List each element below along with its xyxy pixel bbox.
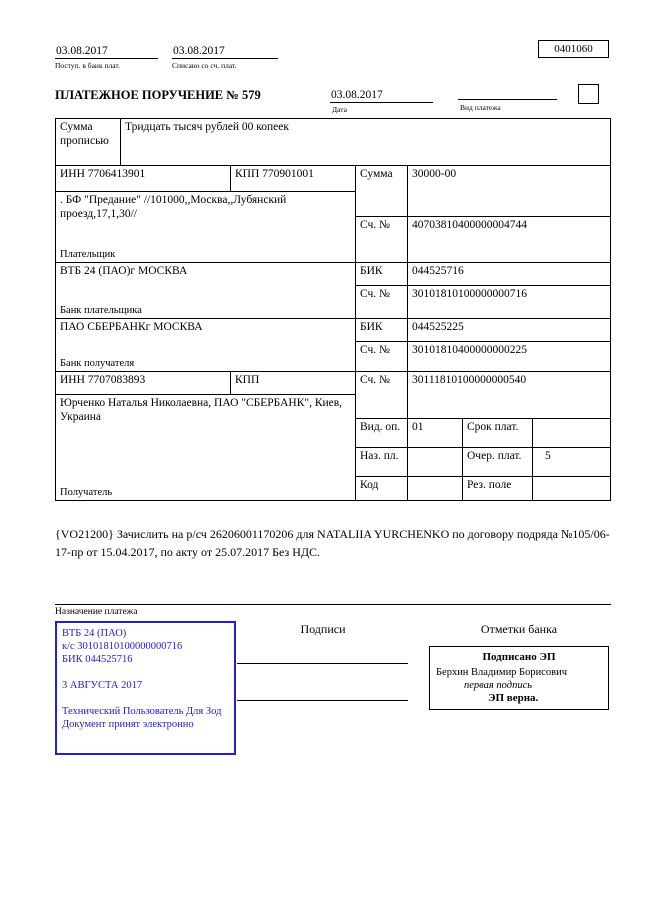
payee-name: Юрченко Наталья Николаевна, ПАО "СБЕРБАНК", Киев, Украина	[60, 397, 343, 423]
op-type-value: 01	[408, 419, 463, 448]
payer-bank-bik-label: БИК	[356, 263, 408, 286]
payer-bank-account-label: Сч. №	[356, 286, 408, 319]
payer-account: 40703810400000004744	[408, 217, 611, 263]
doc-date-block	[330, 85, 433, 114]
debited-date-label: Списано со сч. плат.	[172, 61, 237, 70]
amount-words-label: Сумма прописью	[56, 119, 121, 166]
row-payer-inn	[56, 166, 611, 192]
payer-kpp: КПП 770901001	[231, 166, 356, 192]
payer-inn: ИНН 7706413901	[56, 166, 231, 192]
status-box	[578, 84, 599, 104]
payer-bank-section-label: Банк плательщика	[60, 305, 142, 316]
payee-bank-bik: 044525225	[408, 319, 611, 342]
code-value	[408, 477, 463, 501]
esign-title: Подписано ЭП	[482, 651, 556, 663]
payee-name-cell	[56, 395, 356, 501]
esign-role: первая подпись	[464, 680, 533, 691]
reserve-label: Рез. поле	[463, 477, 533, 501]
payee-inn: ИНН 7707083893	[56, 372, 231, 395]
op-type-label: Вид. оп.	[356, 419, 408, 448]
payee-section-label: Получатель	[60, 487, 113, 498]
signature-line-2	[237, 700, 408, 701]
row-payer-bank-bik	[56, 263, 611, 286]
payee-bank-section-label: Банк получателя	[60, 358, 135, 369]
purpose-text: {VO21200} Зачислить на р/сч 26206001170206 для NATALIIA YURCHENKO по договору подряда №105/06-17-пр от 15.04.2017, по акту от 25.07.2017 Без НДС.	[55, 527, 610, 559]
signature-line-1	[237, 663, 408, 664]
payee-account-label: Сч. №	[356, 372, 408, 419]
code-label: Код	[356, 477, 408, 501]
payee-kpp-label: КПП	[231, 372, 356, 395]
payer-section-label: Плательщик	[60, 249, 116, 260]
stamp-corr-account: к/с 30101810100000000716	[62, 641, 183, 652]
priority-label: Очер. плат.	[463, 448, 533, 477]
payee-bank-name: ПАО СБЕРБАНКг МОСКВА	[60, 321, 203, 333]
purpose-underline	[55, 604, 611, 605]
row-payee-bank-bik	[56, 319, 611, 342]
amount-sum-value: 30000-00	[408, 166, 611, 217]
payer-name-cell	[56, 192, 356, 263]
form-table-wrap	[55, 118, 611, 501]
stamp-bank-name: ВТБ 24 (ПАО)	[62, 628, 127, 639]
payer-bank-name: ВТБ 24 (ПАО)г МОСКВА	[60, 265, 188, 277]
stamp-date: 3 АВГУСТА 2017	[62, 680, 143, 691]
due-label: Срок плат.	[463, 419, 533, 448]
esign-verified: ЭП верна.	[488, 692, 539, 704]
purpose-code-value	[408, 448, 463, 477]
received-date-block	[55, 41, 158, 70]
payer-account-label: Сч. №	[356, 217, 408, 263]
esign-signer: Берхин Владимир Борисович	[436, 667, 567, 678]
doc-date-label: Дата	[332, 105, 347, 114]
received-date-label: Поступ. в банк плат.	[55, 61, 120, 70]
esign-stamp-box	[429, 646, 609, 710]
stamp-note: Документ принят электронно	[62, 719, 194, 730]
bank-marks-header: Отметки банка	[480, 622, 558, 636]
payee-bank-account-label: Сч. №	[356, 342, 408, 372]
payment-type-line	[458, 85, 557, 100]
payment-type-label: Вид платежа	[460, 103, 501, 112]
bank-blue-stamp	[55, 621, 236, 755]
amount-words-value: Тридцать тысяч рублей 00 копеек	[121, 119, 611, 166]
doc-date: 03.08.2017	[330, 89, 433, 103]
document-title: ПЛАТЕЖНОЕ ПОРУЧЕНИЕ № 579	[55, 88, 261, 102]
debited-date-block	[172, 41, 278, 70]
payee-account: 30111810100000000540	[408, 372, 611, 419]
stamp-user: Технический Пользователь Для Зод	[62, 706, 222, 717]
payee-bank-bik-label: БИК	[356, 319, 408, 342]
purpose-code-label: Наз. пл.	[356, 448, 408, 477]
payer-name: . БФ "Предание" //101000,,Москва,,Лубянский проезд,17,1,30//	[60, 194, 287, 220]
debited-date: 03.08.2017	[172, 45, 278, 59]
row-payee-inn	[56, 372, 611, 395]
due-value	[533, 419, 611, 448]
stamp-bik: БИК 044525716	[62, 654, 133, 665]
payer-bank-cell	[56, 263, 356, 319]
payee-bank-cell	[56, 319, 356, 372]
row-amount-words	[56, 119, 611, 166]
form-code-box: 0401060	[538, 40, 609, 58]
payer-bank-account: 30101810100000000716	[408, 286, 611, 319]
received-date: 03.08.2017	[55, 45, 158, 59]
payee-bank-account: 30101810400000000225	[408, 342, 611, 372]
amount-sum-label: Сумма	[356, 166, 408, 217]
reserve-value	[533, 477, 611, 501]
payer-bank-bik: 044525716	[408, 263, 611, 286]
payment-order-table	[55, 118, 611, 501]
signatures-header: Подписи	[300, 622, 346, 636]
priority-value: 5	[533, 448, 611, 477]
purpose-label: Назначение платежа	[55, 607, 138, 617]
